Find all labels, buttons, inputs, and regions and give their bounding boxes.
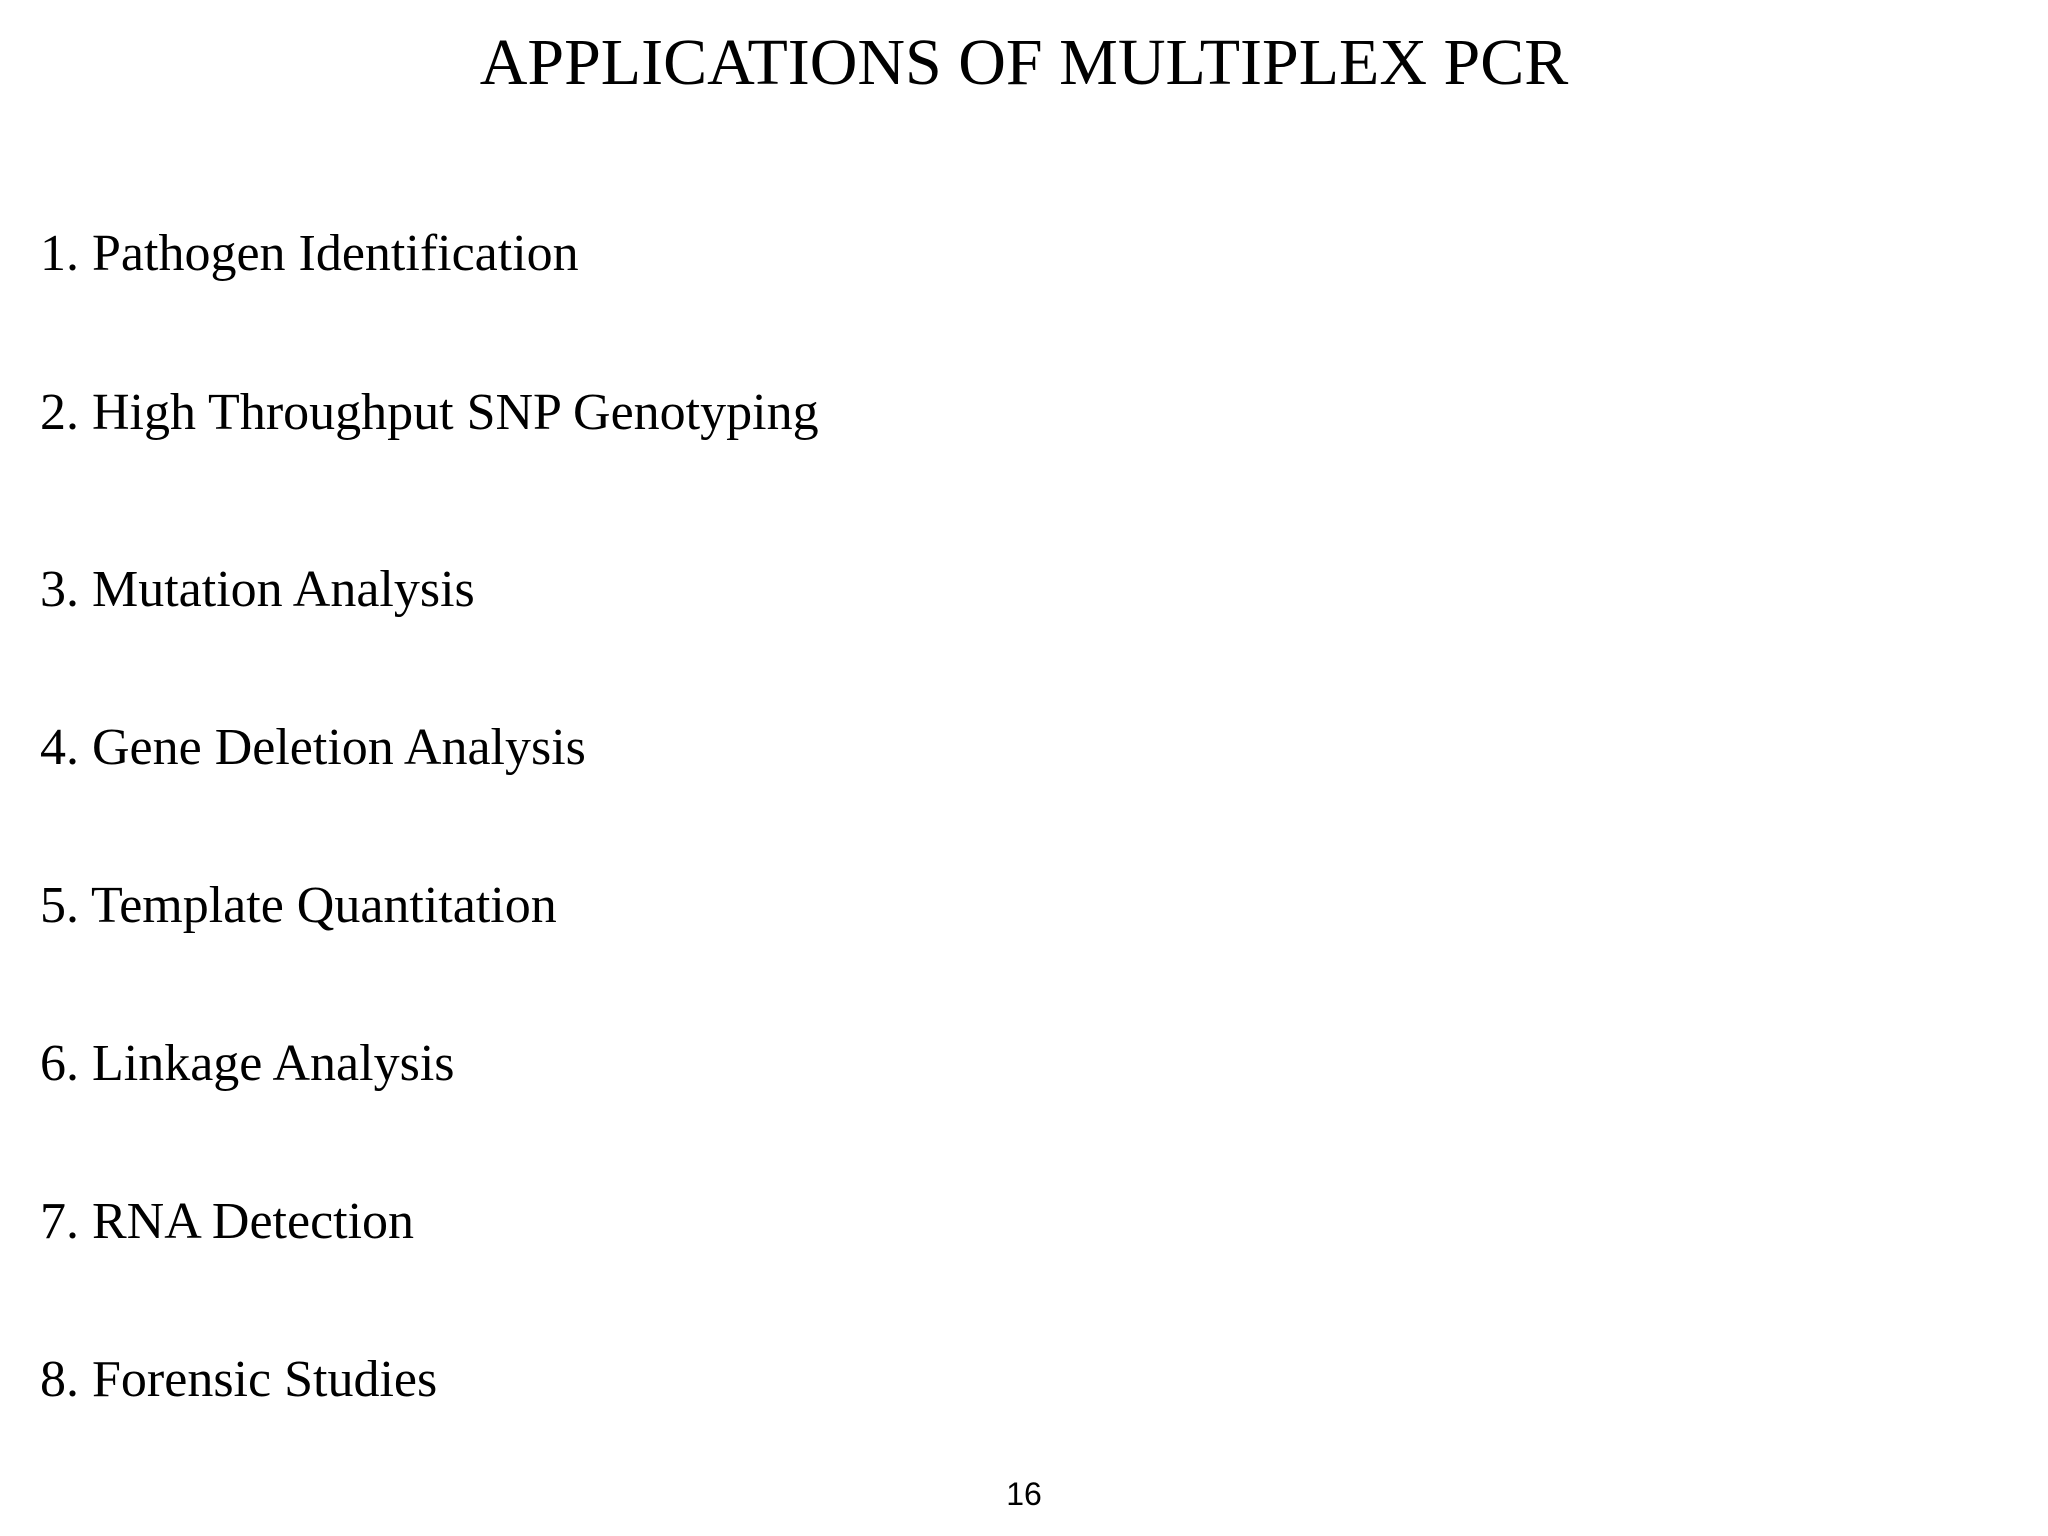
list-item-forensic-studies: 8. Forensic Studies xyxy=(40,1351,438,1408)
list-item-gene-deletion-analysis: 4. Gene Deletion Analysis xyxy=(40,719,586,776)
list-item-snp-genotyping: 2. High Throughput SNP Genotyping xyxy=(40,384,819,441)
page-number: 16 xyxy=(1006,1476,1042,1512)
list-item-template-quantitation: 5. Template Quantitation xyxy=(40,877,557,934)
list-item-pathogen-identification: 1. Pathogen Identification xyxy=(40,225,579,282)
list-item-linkage-analysis: 6. Linkage Analysis xyxy=(40,1035,455,1092)
list-item-mutation-analysis: 3. Mutation Analysis xyxy=(40,561,475,618)
list-item-rna-detection: 7. RNA Detection xyxy=(40,1193,415,1250)
slide-title: APPLICATIONS OF MULTIPLEX PCR xyxy=(479,26,1569,99)
